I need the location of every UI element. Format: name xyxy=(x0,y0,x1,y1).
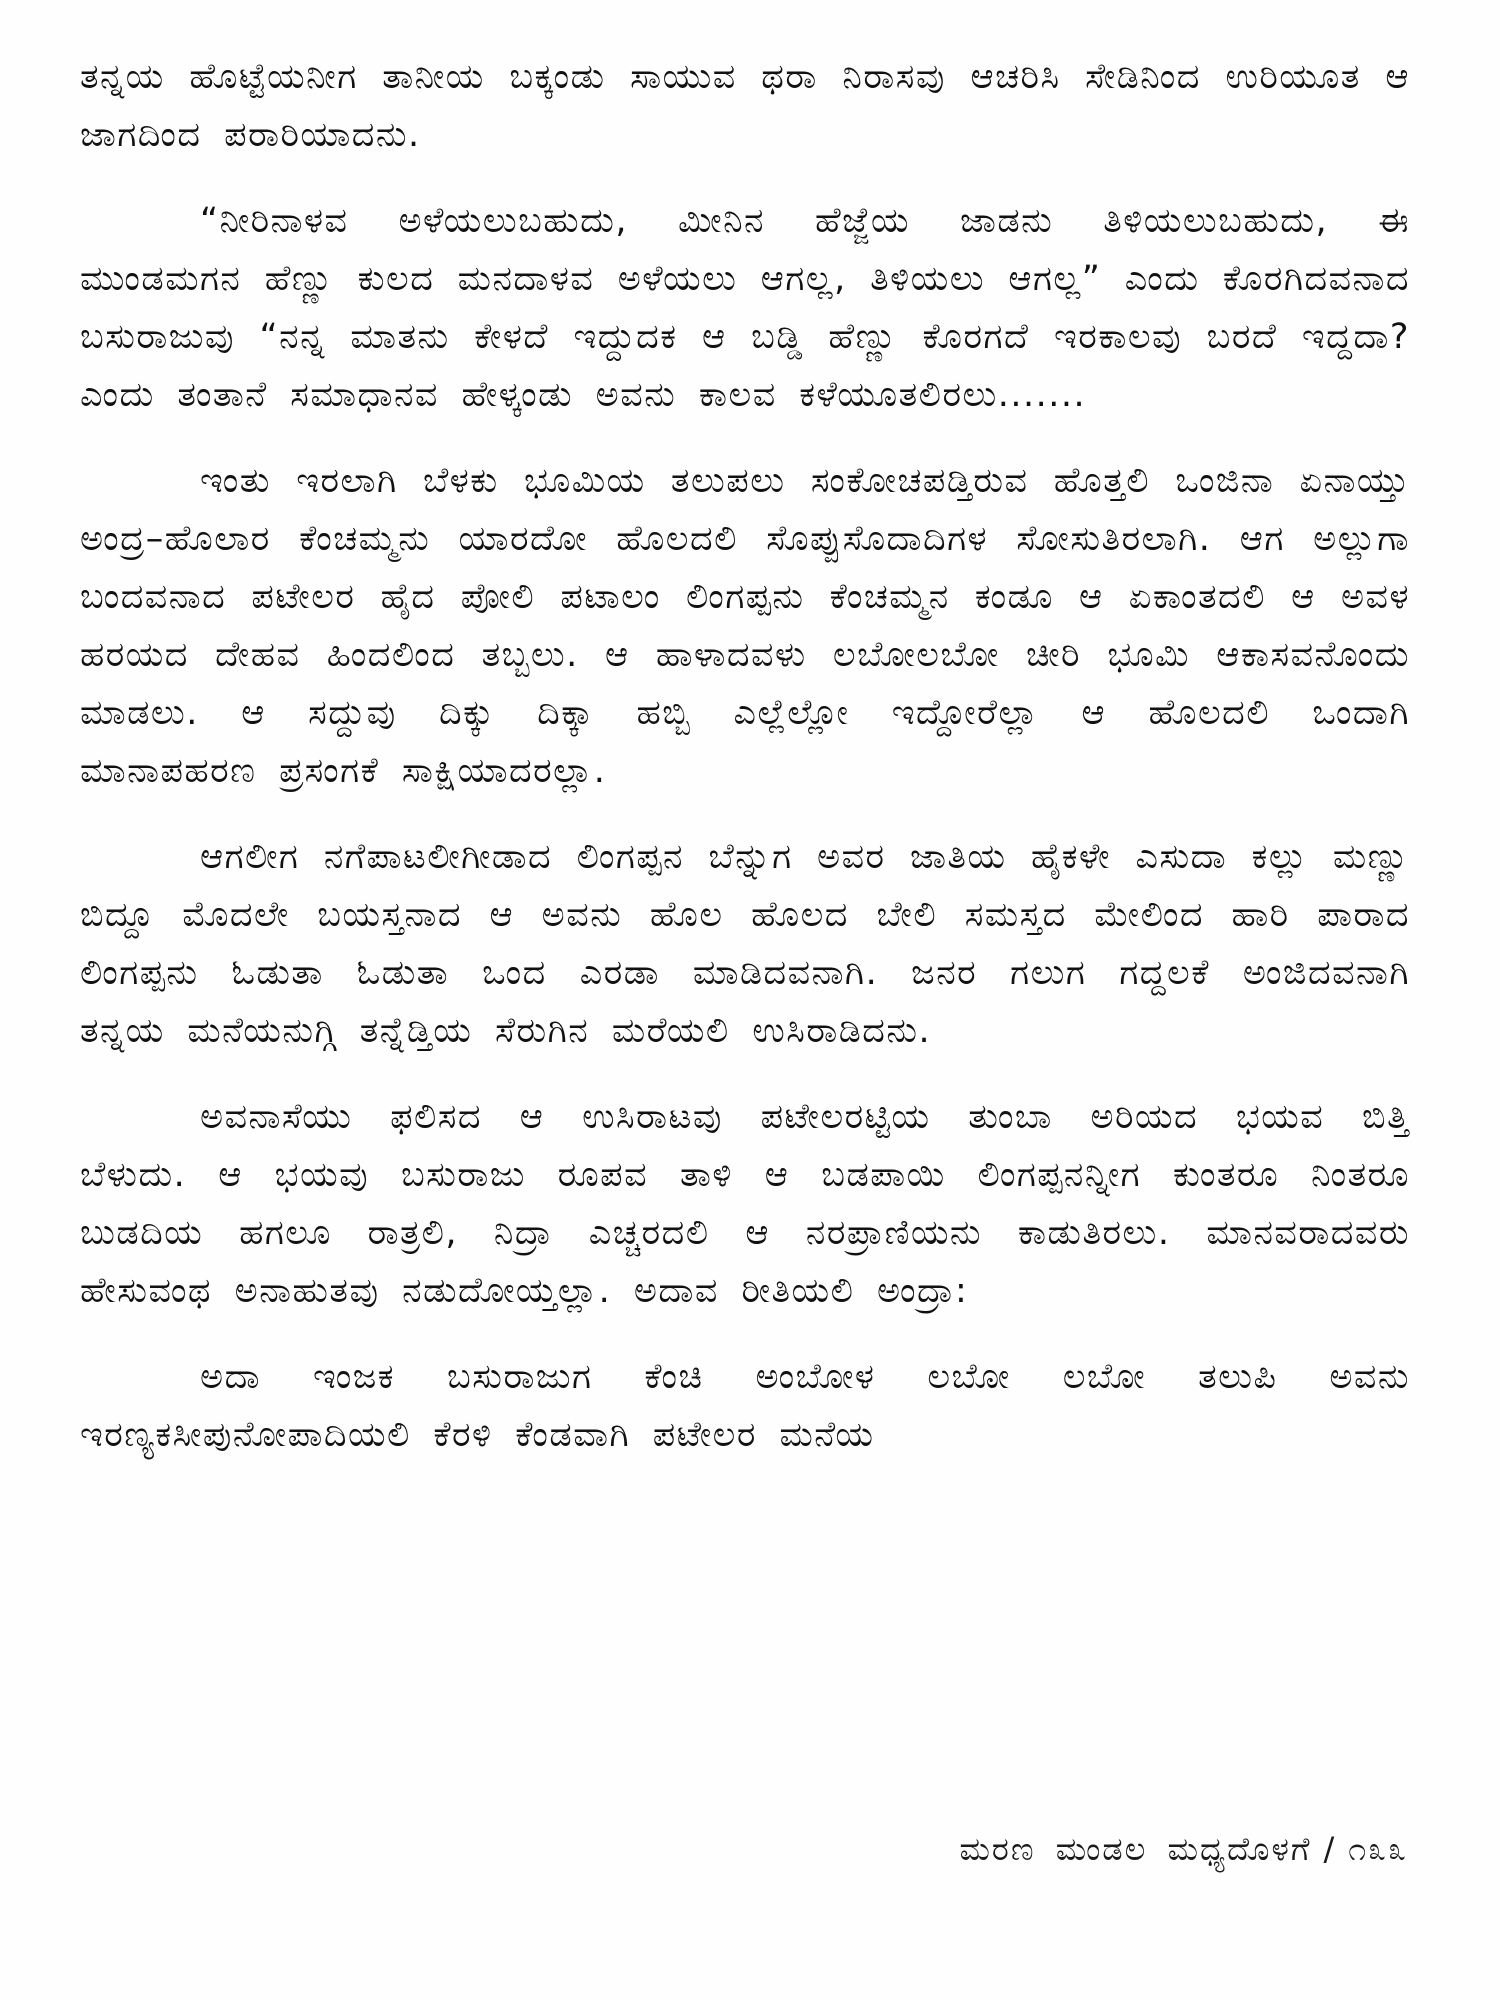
paragraph-1: ತನ್ನಯ ಹೊಟ್ಟೆಯನೀಗ ತಾನೀಯ ಬಕ್ಕಂಡು ಸಾಯುವ ಥರಾ ನಿರಾಸವು ಆಚರಿಸಿ ಸೇಡಿನಿಂದ ಉರಿಯೂತ ಆ ಜಾಗದಿಂದ ಪರಾರಿಯಾದನು. xyxy=(80,57,1410,155)
paragraph-2: “ನೀರಿನಾಳವ ಅಳೆಯಲುಬಹುದು, ಮೀನಿನ ಹೆಜ್ಜೆಯ ಜಾಡನು ತಿಳಿಯಲುಬಹುದು, ಈ ಮುಂಡಮಗನ ಹೆಣ್ಣು ಕುಲದ ಮನದಾಳವ ಅಳೆಯಲು ಆಗಲ್ಲ, ತಿಳಿಯಲು ಆಗಲ್ಲ” ಎಂದು ಕೊರಗಿದವನಾದ ಬಸುರಾಜುವು “ನನ್ನ ಮಾತನು ಕೇಳದೆ ಇದ್ದುದಕ ಆ ಬಡ್ಡಿ ಹೆಣ್ಣು ಕೊರಗದೆ ಇರಕಾಲವು ಬರದೆ ಇದ್ದದಾ? ಎಂದು ತಂತಾನೆ ಸಮಾಧಾನವ ಹೇಳ್ಕಂಡು ಅವನು ಕಾಲವ ಕಳೆಯೂತಲಿರಲು....... xyxy=(80,201,1410,415)
running-title: ಮರಣ ಮಂಡಲ ಮಧ್ಯದೊಳಗೆ xyxy=(959,1830,1312,1868)
page-footer xyxy=(959,1830,1408,1869)
body-text xyxy=(80,48,1410,1492)
paragraph-6: ಅದಾ ಇಂಜಕ ಬಸುರಾಜುಗ ಕೆಂಚಿ ಅಂಬೋಳ ಲಬೋ ಲಬೋ ತಲುಪಿ ಅವನು ಇರಣ್ಯಕಸೀಪುನೋಪಾದಿಯಲಿ ಕೆರಳಿ ಕೆಂಡವಾಗಿ ಪಟೇಲರ ಮನೆಯ xyxy=(80,1357,1410,1455)
paragraph-4: ಆಗಲೀಗ ನಗೆಪಾಟಲೀಗೀಡಾದ ಲಿಂಗಪ್ಪನ ಬೆನ್ನುಗ ಅವರ ಜಾತಿಯ ಹೈಕಳೇ ಎಸುದಾ ಕಲ್ಲು ಮಣ್ಣು ಬಿದ್ದೂ ಮೊದಲೇ ಬಯಸ್ತನಾದ ಆ ಅವನು ಹೊಲ ಹೊಲದ ಬೇಲಿ ಸಮಸ್ತದ ಮೇಲಿಂದ ಹಾರಿ ಪಾರಾದ ಲಿಂಗಪ್ಪನು ಓಡುತಾ ಓಡುತಾ ಒಂದ ಎರಡಾ ಮಾಡಿದವನಾಗಿ. ಜನರ ಗಲುಗ ಗದ್ದಲಕೆ ಅಂಜಿದವನಾಗಿ ತನ್ನಯ ಮನೆಯನುಗ್ಗಿ ತನ್ನೆಡ್ತಿಯ ಸೆರುಗಿನ ಮರೆಯಲಿ ಉಸಿರಾಡಿದನು. xyxy=(80,837,1410,1051)
paragraph-3: ಇಂತು ಇರಲಾಗಿ ಬೆಳಕು ಭೂಮಿಯ ತಲುಪಲು ಸಂಕೋಚಪಡ್ತಿರುವ ಹೊತ್ತಲಿ ಒಂಜಿನಾ ಏನಾಯ್ತು ಅಂದ್ರ–ಹೊಲಾರ ಕೆಂಚಮ್ಮನು ಯಾರದೋ ಹೊಲದಲಿ ಸೊಪ್ಪುಸೊದಾದಿಗಳ ಸೋಸುತಿರಲಾಗಿ. ಆಗ ಅಲ್ಲುಗಾ ಬಂದವನಾದ ಪಟೇಲರ ಹೈದ ಪೋಲಿ ಪಟಾಲಂ ಲಿಂಗಪ್ಪನು ಕೆಂಚಮ್ಮನ ಕಂಡೂ ಆ ಏಕಾಂತದಲಿ ಆ ಅವಳ ಹರಯದ ದೇಹವ ಹಿಂದಲಿಂದ ತಬ್ಬಲು. ಆ ಹಾಳಾದವಳು ಲಬೋಲಬೋ ಚೀರಿ ಭೂಮಿ ಆಕಾಸವನೊಂದು ಮಾಡಲು. ಆ ಸದ್ದುವು ದಿಕ್ಕು ದಿಕ್ಕಾ ಹಬ್ಬಿ ಎಲ್ಲೆಲ್ಲೋ ಇದ್ದೋರೆಲ್ಲಾ ಆ ಹೊಲದಲಿ ಒಂದಾಗಿ ಮಾನಾಪಹರಣ ಪ್ರಸಂಗಕೆ ಸಾಕ್ಷಿಯಾದರಲ್ಲಾ. xyxy=(80,461,1410,791)
page-number: ೧೩೩ xyxy=(1348,1830,1408,1868)
paragraph-5: ಅವನಾಸೆಯು ಫಲಿಸದ ಆ ಉಸಿರಾಟವು ಪಟೇಲರಟ್ಟಿಯ ತುಂಬಾ ಅರಿಯದ ಭಯವ ಬಿತ್ತಿ ಬೆಳುದು. ಆ ಭಯವು ಬಸುರಾಜು ರೂಪವ ತಾಳಿ ಆ ಬಡಪಾಯಿ ಲಿಂಗಪ್ಪನನ್ನೀಗ ಕುಂತರೂ ನಿಂತರೂ ಬುಡದಿಯ ಹಗಲೂ ರಾತ್ರಲಿ, ನಿದ್ರಾ ಎಚ್ಚರದಲಿ ಆ ನರಪ್ರಾಣಿಯನು ಕಾಡುತಿರಲು. ಮಾನವರಾದವರು ಹೇಸುವಂಥ ಅನಾಹುತವು ನಡುದೋಯ್ತಲ್ಲಾ. ಅದಾವ ರೀತಿಯಲಿ ಅಂದ್ರಾ: xyxy=(80,1097,1410,1311)
footer-separator: / xyxy=(1323,1830,1337,1868)
